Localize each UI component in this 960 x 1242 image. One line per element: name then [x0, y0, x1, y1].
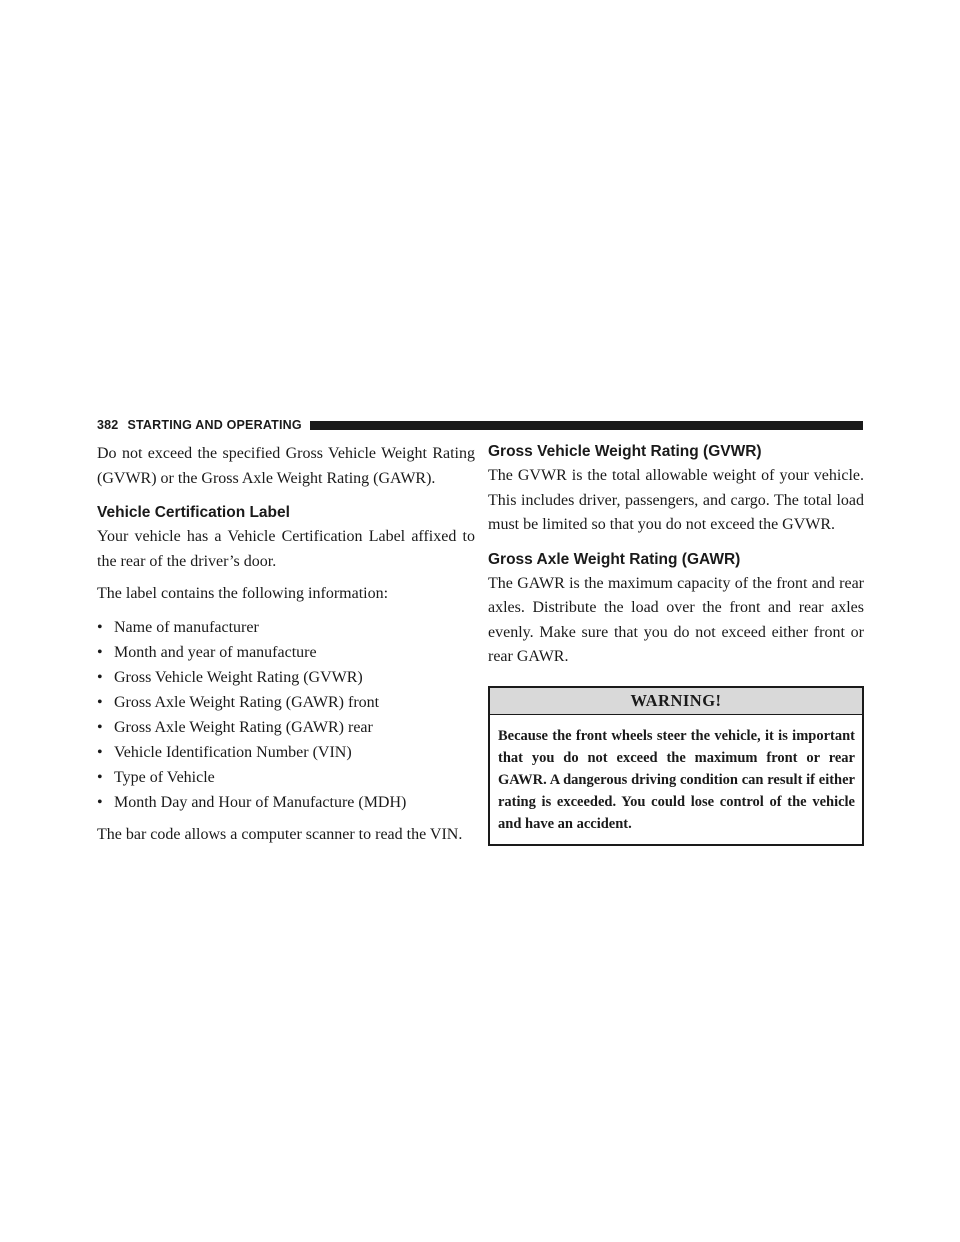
list-item: • Name of manufacturer — [97, 615, 475, 640]
left-column — [97, 442, 475, 847]
list-item: • Gross Axle Weight Rating (GAWR) rear — [97, 715, 475, 740]
list-item: • Gross Vehicle Weight Rating (GVWR) — [97, 665, 475, 690]
gvwr-heading: Gross Vehicle Weight Rating (GVWR) — [488, 443, 762, 460]
gvwr-paragraph: The GVWR is the total allowable weight of your vehicle. This includes driver, passengers, and cargo. The total load must be limited so that you do not exceed the GVWR. — [488, 467, 864, 533]
warning-title: WARNING! — [490, 688, 862, 715]
bullet-icon: • — [97, 693, 103, 711]
list-item: • Vehicle Identification Number (VIN) — [97, 740, 475, 765]
page-number: 382 — [97, 418, 119, 432]
list-item: • Month Day and Hour of Manufacture (MDH) — [97, 790, 475, 815]
bullet-icon: • — [97, 668, 103, 686]
warning-box — [488, 686, 864, 846]
page-header — [97, 418, 863, 432]
bullet-icon: • — [97, 793, 103, 811]
label-info-list — [97, 615, 475, 815]
list-item: • Month and year of manufacture — [97, 640, 475, 665]
list-item: • Gross Axle Weight Rating (GAWR) front — [97, 690, 475, 715]
section-title: STARTING AND OPERATING — [127, 418, 302, 432]
list-item: • Type of Vehicle — [97, 765, 475, 790]
bullet-icon: • — [97, 743, 103, 761]
intro-paragraph: Do not exceed the specified Gross Vehicle Weight Rating (GVWR) or the Gross Axle Weight Rating (GAWR). — [97, 445, 475, 487]
bullet-icon: • — [97, 768, 103, 786]
vehicle-certification-heading: Vehicle Certification Label — [97, 504, 290, 521]
header-rule — [310, 421, 863, 430]
certification-paragraph: Your vehicle has a Vehicle Certification Label affixed to the rear of the driver’s door. — [97, 528, 475, 570]
bullet-icon: • — [97, 643, 103, 661]
bullet-icon: • — [97, 718, 103, 736]
right-column — [488, 442, 864, 846]
bullet-icon: • — [97, 618, 103, 636]
gawr-heading: Gross Axle Weight Rating (GAWR) — [488, 550, 741, 568]
barcode-paragraph: The bar code allows a computer scanner to read the VIN. — [97, 825, 463, 843]
warning-text: Because the front wheels steer the vehicle, it is important that you do not exceed the maximum front or rear GAWR. A dangerous driving condition can result if either rating is exceeded. You could lose control of the vehicle and have an accident. — [498, 727, 855, 832]
label-intro-paragraph: The label contains the following information: — [97, 585, 389, 602]
gawr-paragraph: The GAWR is the maximum capacity of the front and rear axles. Distribute the load over the front and rear axles evenly. Make sure that you do not exceed either front or rear GAWR. — [488, 574, 864, 665]
